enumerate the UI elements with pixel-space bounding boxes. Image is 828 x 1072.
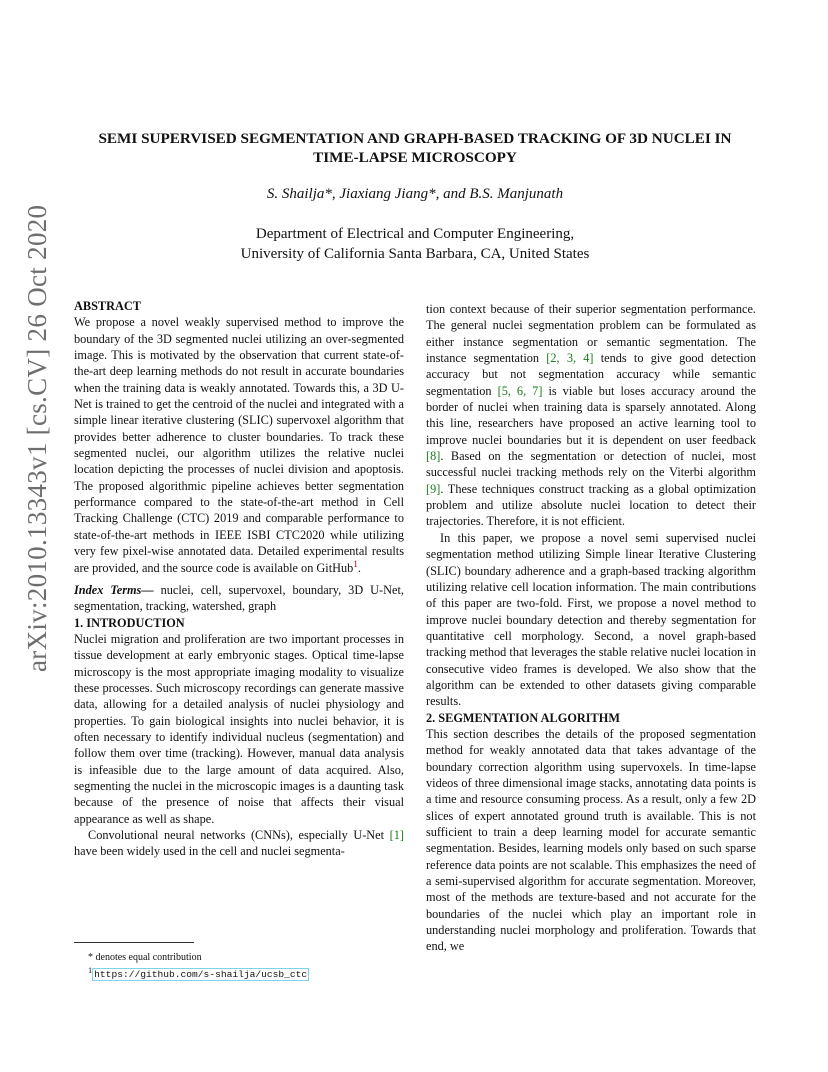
segmentation-paragraph: This section describes the details of the proposed segmentation method for weakly annotated data that takes advantage of the boundary correction algorithm using supervoxels. In time-lapse videos of three dimensional image stacks, annotating data points is a time and resource consuming process. As a result, only a few 2D slices of expert annotated ground truth is available. This is not sufficient to train a deep learning model for accurate semantic segmentation. Besides, learning models only based on such sparse reference data points are not scalable. This emphasizes the need of a semi-supervised algorithm for accurate segmentation. Moreover, most of the methods are texture-based and not accurate for the boundaries of the nuclei which play an important role in understanding nuclei morphology and proliferation. Towards that end, we	[426, 726, 756, 954]
arxiv-identifier: arXiv:2010.13343v1 [cs.CV] 26 Oct 2020	[22, 204, 52, 672]
citation-link[interactable]: [2, 3, 4]	[546, 351, 594, 366]
right-column	[426, 301, 756, 955]
index-terms-text: nuclei, cell, supervoxel, boundary, 3D U-Net, segmentation, tracking, watershed, graph	[74, 582, 404, 614]
footnote-github	[74, 964, 404, 981]
citation-link[interactable]: [5, 6, 7]	[497, 383, 543, 398]
abstract-body: We propose a novel weakly supervised method to improve the boundary of the 3D segmented nuclei utilizing an over-segmented image. This is motivated by the observation that current state-of-the-art deep learning methods do not result in accurate boundaries when the training data is weakly annotated. Towards this, a 3D U-Net is trained to get the centroid of the nuclei and integrated with a simple linear iterative clustering (SLIC) supervoxel algorithm that provides better adherence to cluster boundaries. To track these segmented nuclei, our algorithm utilizes the relative nuclei location depicting the processes of nuclei division and apoptosis. The proposed algorithmic pipeline achieves better segmentation performance compared to the state-of-the-art method in Cell Tracking Challenge (CTC) 2019 and comparable performance to state-of-the-art methods in IEEE ISBI CTC2020 while utilizing very few pixel-wise annotated data. Detailed experimental results are provided, and the source code is available on GitHub	[74, 315, 404, 575]
author-list: S. Shailja*, Jiaxiang Jiang*, and B.S. Manjunath	[266, 186, 564, 202]
introduction-heading: 1. INTRODUCTION	[74, 615, 185, 630]
intro-paragraph-3: tion context because of their superior segmentation performance. The general nuclei segmentation problem can be formulated as either instance segmentation or semantic segmentation. The instance segmentation [2, 3, 4] tends to give good detection accuracy but not segmentation accuracy while semantic segmentation [5, 6, 7] is viable but loses accuracy around the border of nuclei when training data is sparsely annotated. Along this line, researchers have proposed an active learning tool to improve nuclei boundaries but it is dependent on user feedback [8]. Based on the segmentation or detection of nuclei, most successful nuclei tracking methods rely on the Viterbi algorithm [9]. These techniques construct tracking as a global optimization problem and utilize absolute nuclei location to detect their trajectories. Therefore, it is not efficient.	[426, 302, 756, 529]
left-column	[74, 298, 404, 860]
footnote-mark: 1	[88, 966, 93, 975]
paper-title	[60, 129, 770, 167]
affiliation-line-2: University of California Santa Barbara, CA, United States	[240, 246, 590, 262]
affiliation	[60, 224, 770, 264]
title-line-2: TIME-LAPSE MICROSCOPY	[313, 149, 517, 166]
citation-link[interactable]: [1]	[389, 828, 404, 842]
intro-paragraph-4: In this paper, we propose a novel semi supervised nuclei segmentation method utilizing Simple linear Iterative Clustering (SLIC) boundary adherence and a graph-based tracking algorithm utilizing relative cell location information. The main contributions of this paper are two-fold. First, we propose a novel method to improve nuclei boundary detection and thereby segmentation for quantitative cell morphology. Second, a novel graph-based tracking method that leverages the stable relative nuclei location in consecutive video frames is developed. We also show that the algorithm can be extended to other datasets giving comparable results.	[426, 530, 756, 709]
title-line-1: SEMI SUPERVISED SEGMENTATION AND GRAPH-BASED TRACKING OF 3D NUCLEI IN	[98, 130, 732, 147]
footnote-rule	[74, 942, 194, 943]
intro-paragraph-1: Nuclei migration and proliferation are two important processes in tissue development at early embryonic stages. Optical time-lapse microscopy is the most appropriate imaging modality to visualize these processes. Such microscopy recordings can generate massive data, allowing for a detailed analysis of nuclei physiology and properties. To gain biological insights into nuclei behavior, it is often necessary to identify individual nucleus (segmentation) and follow them over time (tracking). However, manual data analysis is infeasible due to the large amount of data acquired. Also, segmenting the nuclei in the microscopic images is a daunting task because of the presence of noise that affects their visual appearance as well as shape.	[74, 631, 404, 826]
github-url-link[interactable]: https://github.com/s-shailja/ucsb_ctc	[94, 969, 308, 981]
citation-link[interactable]: [8]	[426, 449, 441, 464]
citation-link[interactable]: [9]	[426, 481, 441, 496]
footnote-link[interactable]: 1	[353, 558, 358, 569]
index-terms	[74, 582, 404, 615]
segmentation-heading: 2. SEGMENTATION ALGORITHM	[426, 710, 620, 725]
affiliation-line-1: Department of Electrical and Computer Engineering,	[255, 226, 575, 242]
footnotes	[74, 942, 404, 981]
index-terms-label: Index Terms—	[74, 582, 154, 597]
abstract-text: We propose a novel weakly supervised method to improve the boundary of the 3D segmented nuclei utilizing an over-segmented image. This is motivated by the observation that current state-of-the-art deep learning methods do not result in accurate boundaries when the training data is weakly annotated. Towards this, a 3D U-Net is trained to get the centroid of the nuclei and integrated with a simple linear iterative clustering (SLIC) supervoxel algorithm that provides better adherence to cluster boundaries. To track these segmented nuclei, our algorithm utilizes the relative nuclei location depicting the processes of nuclei division and apoptosis. The proposed algorithmic pipeline achieves better segmentation performance compared to the state-of-the-art method in Cell Tracking Challenge (CTC) 2019 and comparable performance to state-of-the-art methods in IEEE ISBI CTC2020 while utilizing very few pixel-wise annotated data. Detailed experimental results are provided, and the source code is available on GitHub$^1$.	[74, 315, 404, 575]
abstract-heading: ABSTRACT	[74, 299, 141, 313]
intro-paragraph-2: Convolutional neural networks (CNNs), especially U-Net [1] have been widely used in the cell and nuclei segmenta-	[74, 828, 404, 859]
footnote-equal-contribution: * denotes equal contribution	[88, 952, 202, 963]
